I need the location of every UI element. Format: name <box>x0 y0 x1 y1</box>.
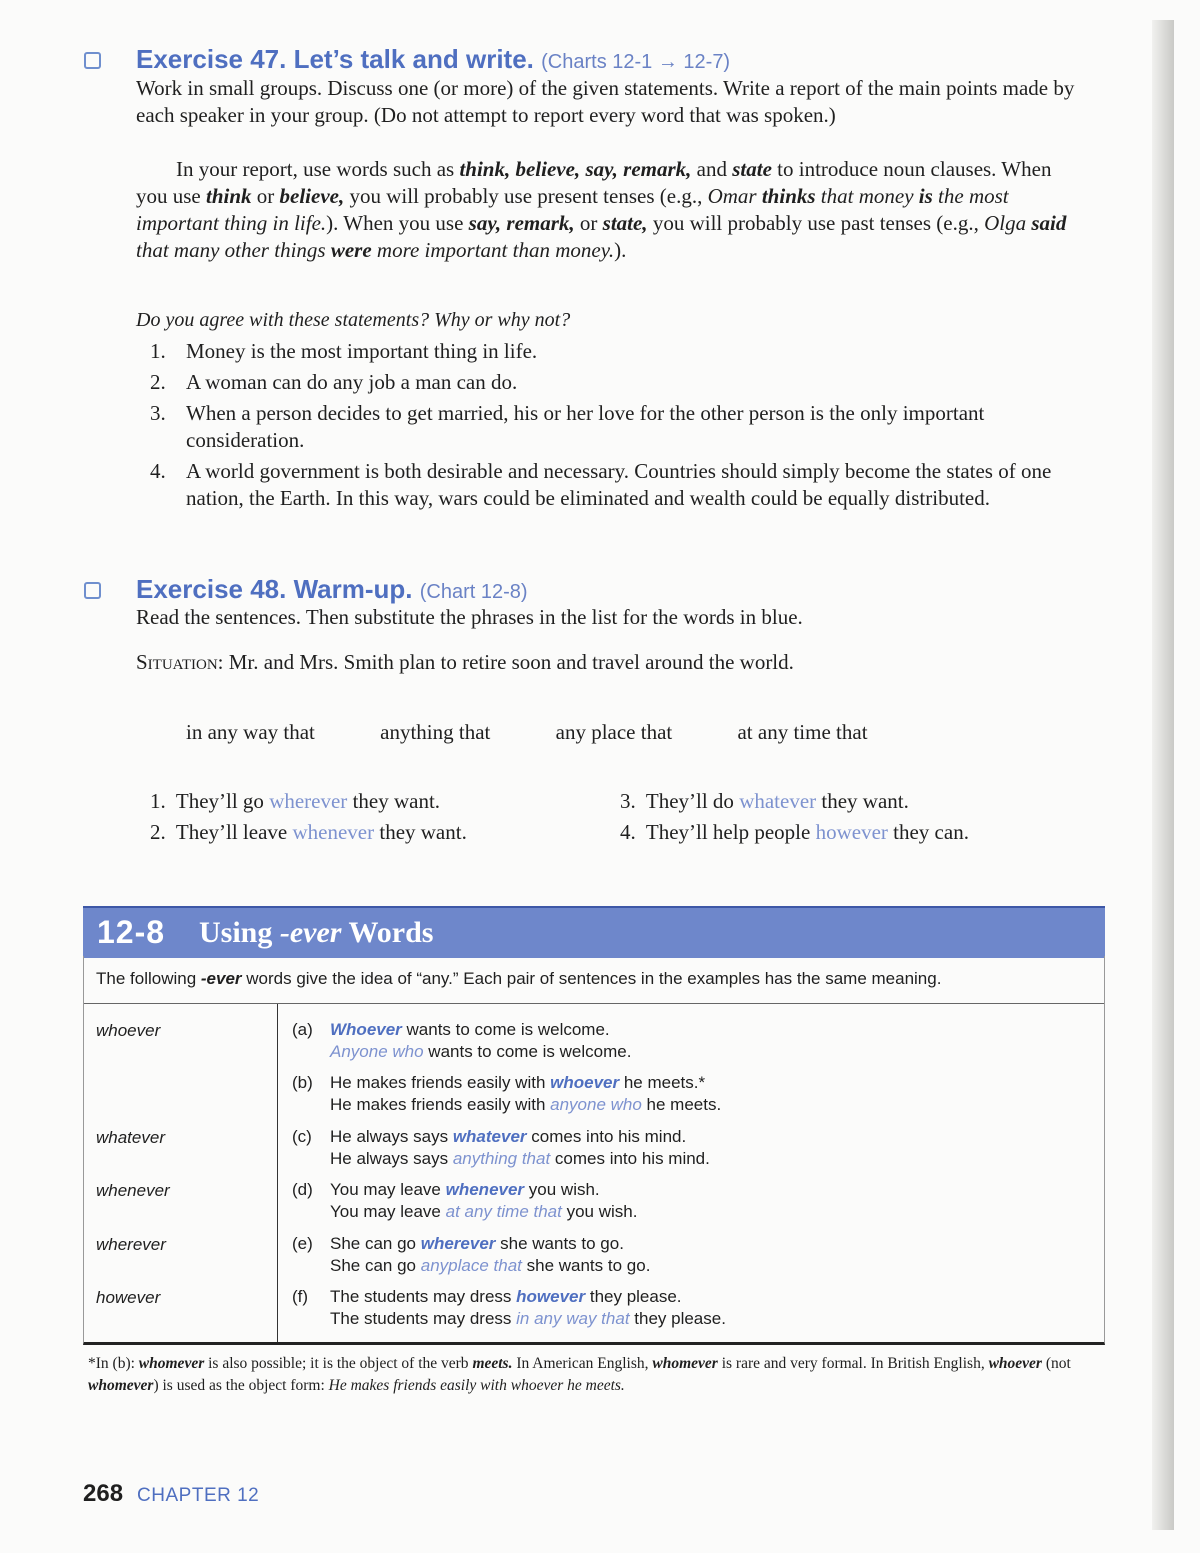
item-text: A world government is both desirable and necessary. Countries should simply become the states of one nation, the Earth. In this way, wars could be eliminated and wealth could be equally distributed. <box>186 459 1052 510</box>
text: is also possible; it is the object of the verb <box>204 1355 473 1372</box>
example-label: (b) <box>292 1073 313 1092</box>
item-number: 2. <box>150 820 166 844</box>
example-line <box>330 1041 631 1063</box>
phrase: anything that <box>380 720 491 744</box>
chart-header <box>83 906 1105 958</box>
item-number: 4. <box>150 459 166 483</box>
text: He always says <box>330 1149 453 1168</box>
ever-word: whatever <box>739 789 817 813</box>
example: Olga <box>984 211 1032 235</box>
text: they please. <box>629 1309 726 1328</box>
text: to introduce noun clauses. When you use <box>136 157 1052 208</box>
example-line <box>330 1072 721 1094</box>
text: you will probably use past tenses (e.g., <box>647 211 985 235</box>
chart-body <box>83 956 1105 1345</box>
text: In American English, <box>512 1355 653 1372</box>
example-label: (a) <box>292 1020 313 1039</box>
chart-title-text: Words <box>341 916 434 949</box>
text: She can go <box>330 1256 421 1275</box>
phrase: any place that <box>555 720 673 744</box>
example: that many other things <box>136 238 331 262</box>
exercise-47-statement-list <box>136 338 1106 516</box>
example-keyword: said <box>1031 211 1067 235</box>
example-keyword: is <box>918 184 933 208</box>
phrase: in any way that <box>186 720 315 744</box>
intro-text: words give the idea of “any.” Each pair of sentences in the examples has the same meaning. <box>241 969 942 988</box>
text: He always says <box>330 1127 453 1146</box>
text: or <box>251 184 280 208</box>
ever-word-label: whoever <box>96 1021 161 1040</box>
exercise-47-heading: Exercise 47. Let’s talk and write. <box>136 44 534 74</box>
list-item <box>136 369 1106 396</box>
keyword: state <box>732 157 772 181</box>
exercise-47-question: Do you agree with these statements? Why or why not? <box>136 309 571 331</box>
sentence-4 <box>620 819 969 846</box>
exercise-48-chart-ref: (Chart 12-8) <box>419 581 528 603</box>
keyword: think <box>206 184 252 208</box>
text: She can go <box>330 1234 421 1253</box>
page-number: 268 <box>83 1480 124 1507</box>
example-keyword: were <box>330 238 372 262</box>
text: You may leave <box>330 1180 446 1199</box>
text: comes into his mind. <box>550 1149 710 1168</box>
item-number: 1. <box>150 339 166 363</box>
item-number: 3. <box>620 789 636 813</box>
ever-word: wherever <box>420 1234 496 1253</box>
exercise-48-checkbox-icon[interactable] <box>84 582 101 599</box>
example-e <box>292 1233 650 1277</box>
chart-number: 12-8 <box>97 914 166 950</box>
example-line <box>330 1308 726 1330</box>
chart-divider <box>84 1003 1104 1004</box>
text: they please. <box>585 1287 682 1306</box>
example-line <box>330 1094 721 1116</box>
exercise-48-title <box>136 574 528 605</box>
sentence-text: they want. <box>347 789 441 813</box>
example-label: (d) <box>292 1180 313 1199</box>
text: is rare and very formal. In British English, <box>717 1355 989 1372</box>
sentence-text: they can. <box>887 820 969 844</box>
keyword: remark, <box>623 157 692 181</box>
text: or <box>574 211 603 235</box>
keyword: whomever <box>138 1355 205 1372</box>
exercise-47-report-guidance <box>136 156 1086 264</box>
text: ). <box>614 238 627 262</box>
example-a <box>292 1019 631 1063</box>
keyword: meets. <box>472 1355 513 1372</box>
ever-word-label: however <box>96 1288 161 1307</box>
sentence-2 <box>150 819 467 846</box>
page-footer <box>83 1480 259 1508</box>
chapter-label: CHAPTER 12 <box>137 1485 260 1506</box>
example-label: (c) <box>292 1127 312 1146</box>
text: The students may dress <box>330 1309 517 1328</box>
item-number: 4. <box>620 820 636 844</box>
equivalent-phrase: Anyone who <box>330 1042 424 1061</box>
keyword: believe, <box>279 184 345 208</box>
sentence-text: They’ll leave <box>175 820 293 844</box>
equivalent-phrase: at any time that <box>445 1202 562 1221</box>
example-label: (e) <box>292 1234 313 1253</box>
text: He makes friends easily with <box>330 1073 551 1092</box>
exercise-48-instruction: Read the sentences. Then substitute the phrases in the list for the words in blue. <box>136 605 803 629</box>
keyword: believe, <box>515 157 581 181</box>
item-text: A woman can do any job a man can do. <box>186 370 518 394</box>
example-line <box>330 1148 710 1170</box>
equivalent-phrase: in any way that <box>516 1309 630 1328</box>
ever-word: however <box>516 1287 586 1306</box>
intro-emphasis: -ever <box>200 969 242 988</box>
example: that money <box>815 184 919 208</box>
ever-word: wherever <box>269 789 348 813</box>
text: The students may dress <box>330 1287 517 1306</box>
column-divider <box>277 1004 278 1342</box>
text: ) is used as the object form: <box>153 1377 329 1394</box>
chart-title <box>199 916 433 950</box>
keyword: think, <box>459 157 511 181</box>
example-b <box>292 1072 721 1116</box>
sentence-text: they want. <box>816 789 909 813</box>
exercise-47-instructions: Work in small groups. Discuss one (or more) of the given statements. Write a report of the main points made by each speaker in your group. (Do not attempt to report every word that was spoken.) <box>136 76 1075 127</box>
sentence-text: They’ll do <box>645 789 740 813</box>
example-line <box>330 1286 726 1308</box>
equivalent-phrase: anything that <box>452 1149 551 1168</box>
list-item <box>136 458 1106 512</box>
situation-label: Situation: <box>136 650 224 674</box>
example: more important than money. <box>371 238 615 262</box>
sentence-text: they want. <box>374 820 467 844</box>
ever-word-label: whatever <box>96 1128 165 1147</box>
example: He makes friends easily with whoever he meets. <box>328 1377 625 1394</box>
text: You may leave <box>330 1202 446 1221</box>
chart-title-text: Using <box>199 916 280 949</box>
example-d <box>292 1179 637 1223</box>
example-line <box>330 1019 631 1041</box>
item-number: 3. <box>150 401 166 425</box>
text: he meets. <box>641 1095 722 1114</box>
intro-text: The following <box>96 969 201 988</box>
item-number: 1. <box>150 789 166 813</box>
item-text: When a person decides to get married, his or her love for the other person is the only important consideration. <box>186 401 985 452</box>
chart-intro <box>96 969 941 989</box>
example-line <box>330 1126 710 1148</box>
ever-word-label: wherever <box>96 1235 166 1254</box>
exercise-47-title <box>136 44 730 75</box>
ever-word: Whoever <box>330 1020 402 1039</box>
ever-word: whenever <box>445 1180 525 1199</box>
sentence-text: They’ll help people <box>645 820 816 844</box>
text: you wish. <box>524 1180 600 1199</box>
example-c <box>292 1126 710 1170</box>
exercise-47-checkbox-icon[interactable] <box>84 52 101 69</box>
exercise-47-chart-ref: (Charts 12-1 → 12-7) <box>541 51 731 73</box>
equivalent-phrase: anyone who <box>550 1095 642 1114</box>
keyword: whoever <box>988 1355 1042 1372</box>
keyword: say, <box>585 157 618 181</box>
text: he meets.* <box>619 1073 706 1092</box>
footnote <box>88 1353 1098 1397</box>
keyword: say, <box>468 211 502 235</box>
example-line <box>330 1179 637 1201</box>
example: Omar <box>707 184 762 208</box>
text: and <box>691 157 733 181</box>
phrase: at any time that <box>737 720 868 744</box>
text: He makes friends easily with <box>330 1095 551 1114</box>
text: wants to come is welcome. <box>423 1042 632 1061</box>
example-line <box>330 1255 650 1277</box>
list-item <box>136 338 1106 365</box>
example-keyword: thinks <box>761 184 816 208</box>
ever-word: however <box>815 820 888 844</box>
exercise-48-situation <box>136 649 794 676</box>
exercise-48-heading: Exercise 48. Warm-up. <box>136 574 413 604</box>
sentence-text: They’ll go <box>175 789 270 813</box>
ever-word: whatever <box>452 1127 527 1146</box>
text: you will probably use present tenses (e.g., <box>344 184 708 208</box>
keyword: state, <box>602 211 648 235</box>
ever-word-label: whenever <box>96 1181 170 1200</box>
text: she wants to go. <box>521 1256 651 1275</box>
text: she wants to go. <box>495 1234 624 1253</box>
text: *In (b): <box>88 1355 139 1372</box>
text: ). When you use <box>326 211 469 235</box>
list-item <box>136 400 1106 454</box>
keyword: whomever <box>652 1355 718 1372</box>
text: you wish. <box>561 1202 638 1221</box>
example-line <box>330 1233 650 1255</box>
phrase-list <box>186 719 868 746</box>
item-number: 2. <box>150 370 166 394</box>
ever-word: whenever <box>292 820 375 844</box>
item-text: Money is the most important thing in life. <box>186 339 538 363</box>
text: (not <box>1041 1355 1071 1372</box>
example-line <box>330 1201 637 1223</box>
equivalent-phrase: anyplace that <box>420 1256 522 1275</box>
text: comes into his mind. <box>526 1127 687 1146</box>
example-label: (f) <box>292 1287 309 1306</box>
sentence-3 <box>620 788 909 815</box>
chart-title-emphasis: -ever <box>279 916 342 949</box>
ever-word: whoever <box>550 1073 620 1092</box>
text: In your report, use words such as <box>176 157 460 181</box>
keyword: whomever <box>88 1377 154 1394</box>
keyword: remark, <box>506 211 575 235</box>
book-spine-shadow <box>1152 20 1174 1530</box>
situation-text: Mr. and Mrs. Smith plan to retire soon and travel around the world. <box>223 650 794 674</box>
example-f <box>292 1286 726 1330</box>
text: wants to come is welcome. <box>401 1020 610 1039</box>
sentence-1 <box>150 788 440 815</box>
example: the most important thing in life. <box>136 184 1009 235</box>
